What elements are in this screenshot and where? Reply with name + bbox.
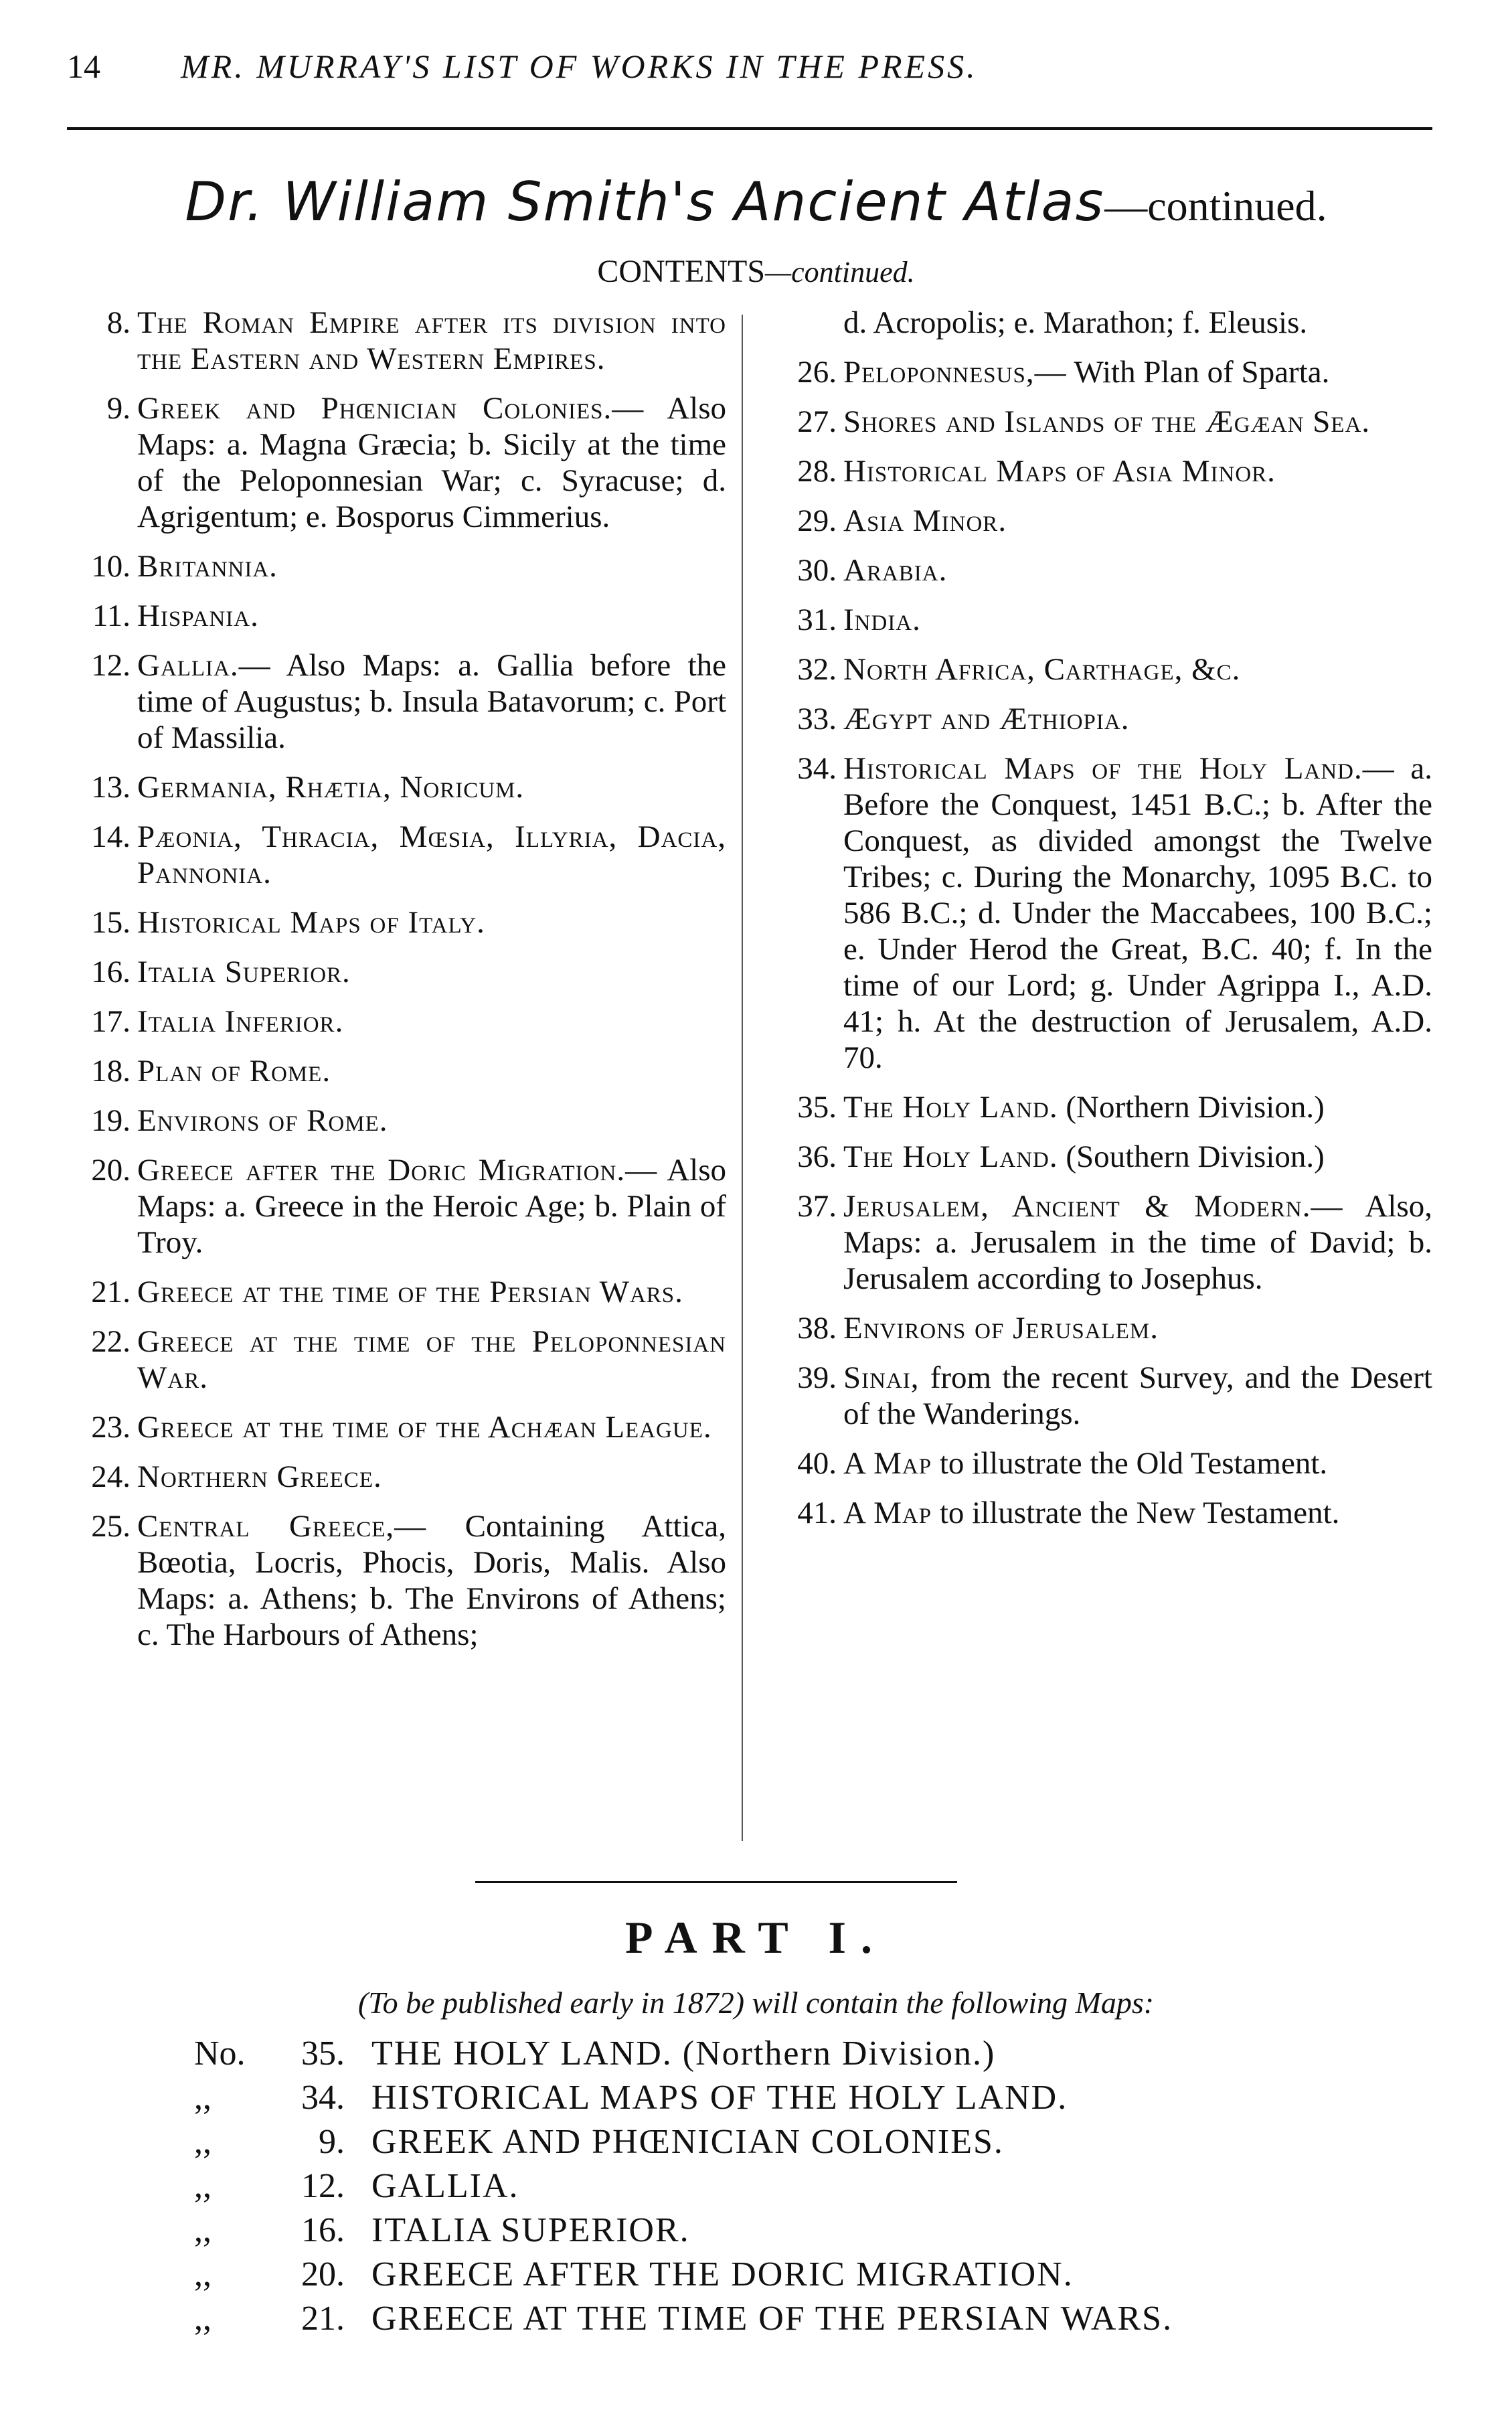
contents-entry <box>773 602 1432 638</box>
map-list-item <box>194 2120 1173 2164</box>
entry-number: 30. <box>797 553 837 588</box>
map-ditto-mark: No. <box>194 2034 246 2073</box>
contents-entry <box>67 904 726 941</box>
entry-body <box>843 602 1432 638</box>
map-ditto-mark: ,, <box>194 2123 212 2161</box>
contents-entry <box>773 1089 1432 1125</box>
entry-number: 25. <box>91 1509 131 1544</box>
contents-entry <box>67 1323 726 1396</box>
contents-entry <box>773 651 1432 688</box>
entry-number: 12. <box>91 648 131 683</box>
entry-number: 29. <box>797 503 837 538</box>
contents-entry <box>67 954 726 990</box>
entry-heading: The Holy Land. <box>843 1139 1058 1174</box>
entry-number: 14. <box>91 819 131 854</box>
contents-left-column <box>67 305 726 1666</box>
entry-heading: Ægypt and Æthiopia. <box>843 702 1130 736</box>
entry-description: Also Maps: a. Magna Græcia; b. Sicily at the time of the Peloponnesian War; c. Syracuse; d. Agrigentum; e. Bosporus Cimmerius. <box>137 391 726 534</box>
entry-body <box>137 819 726 891</box>
entry-body <box>843 750 1432 1076</box>
entry-description: With Plan of Sparta. <box>1074 355 1330 390</box>
contents-entry <box>67 1152 726 1261</box>
entry-body <box>137 305 726 377</box>
entry-body <box>137 390 726 535</box>
entry-heading: Asia Minor. <box>843 503 1007 538</box>
entry-body <box>843 1360 1432 1432</box>
entry-heading: Central Greece,— <box>137 1509 427 1544</box>
contents-entry <box>67 1459 726 1495</box>
entry-number: 9. <box>106 391 131 426</box>
entry-number: 21. <box>91 1275 131 1309</box>
entry-number: 16. <box>91 955 131 989</box>
entry-description: to illustrate the Old Testament. <box>939 1446 1328 1481</box>
map-number: 12. <box>301 2167 345 2205</box>
entry-body <box>137 647 726 756</box>
contents-entry <box>773 552 1432 588</box>
entry-number: 13. <box>91 770 131 805</box>
contents-entry <box>67 819 726 891</box>
map-number: 34. <box>301 2079 345 2117</box>
map-ditto-mark: ,, <box>194 2167 212 2205</box>
map-list-item <box>194 2032 1173 2076</box>
entry-heading: Plan of Rome. <box>137 1054 331 1089</box>
entry-body <box>137 954 726 990</box>
map-list-item <box>194 2208 1173 2253</box>
contents-entry <box>67 390 726 535</box>
entry-number: 32. <box>797 652 837 687</box>
map-ditto-mark: ,, <box>194 2211 212 2249</box>
map-number: 9. <box>319 2123 345 2161</box>
entry-heading: Greece at the time of the Achæan League. <box>137 1410 712 1445</box>
entry-heading: Italia Superior. <box>137 955 351 989</box>
entry-heading: A Map <box>843 1496 932 1530</box>
contents-heading <box>0 253 1512 290</box>
entry-body <box>843 1445 1432 1481</box>
contents-entry <box>773 1495 1432 1531</box>
entry-number: 31. <box>797 602 837 637</box>
contents-entry <box>773 503 1432 539</box>
entry-description: to illustrate the New Testament. <box>939 1496 1340 1530</box>
entry-body <box>843 1188 1432 1297</box>
entry-body <box>843 453 1432 489</box>
contents-entry <box>67 1003 726 1040</box>
entry-heading: Historical Maps of Italy. <box>137 905 485 940</box>
entry-number: 17. <box>91 1004 131 1039</box>
map-title: HISTORICAL MAPS OF THE HOLY LAND. <box>371 2079 1068 2117</box>
entry-number: 11. <box>92 598 131 633</box>
map-ditto-mark: ,, <box>194 2079 212 2117</box>
entry-heading: Northern Greece. <box>137 1459 382 1494</box>
contents-entry <box>773 1188 1432 1297</box>
map-ditto-mark: ,, <box>194 2255 212 2294</box>
entry-body <box>137 769 726 805</box>
continuation-text: d. Acropolis; e. Marathon; f. Eleusis. <box>843 305 1308 340</box>
contents-label: CONTENTS <box>597 254 766 289</box>
running-title: MR. MURRAY'S LIST OF WORKS IN THE PRESS. <box>181 48 978 85</box>
entry-description: (Northern Division.) <box>1066 1090 1325 1125</box>
running-header <box>67 47 1432 86</box>
contents-entry <box>773 1360 1432 1432</box>
page-number: 14 <box>67 48 100 85</box>
contents-entry <box>67 647 726 756</box>
map-title: GREEK AND PHŒNICIAN COLONIES. <box>371 2123 1004 2161</box>
entry-heading: Greece after the Doric Migration.— <box>137 1153 658 1188</box>
part-title: PART I. <box>625 1912 887 1963</box>
entry-body <box>137 1274 726 1310</box>
entry-number: 37. <box>797 1189 837 1224</box>
entry-description: Also Maps: a. Gallia before the time of Augustus; b. Insula Batavorum; c. Port of Massilia. <box>137 648 726 755</box>
entry-body <box>843 1495 1432 1531</box>
map-number: 20. <box>301 2255 345 2294</box>
entry-body <box>843 503 1432 539</box>
entry-description: from the recent Survey, and the Desert of the Wanderings. <box>843 1360 1432 1431</box>
entry-body <box>137 1103 726 1139</box>
entry-heading: Gallia.— <box>137 648 271 683</box>
entry-body <box>843 1089 1432 1125</box>
entry-body <box>137 1508 726 1653</box>
entry-number: 33. <box>797 702 837 736</box>
entry-description: a. Before the Conquest, 1451 B.C.; b. After the Conquest, as divided amongst the Twelve Tribes; c. During the Monarchy, 1095 B.C. to 586 B.C.; d. Under the Maccabees, 100 B.C.; e. Under Herod the Great, B.C. 40; f. In the time of our Lord; g. Under Agrippa I., A.D. 41; h. At the destruction of Jerusalem, A.D. 70. <box>843 751 1432 1075</box>
section-rule <box>475 1881 957 1883</box>
entry-body <box>137 1459 726 1495</box>
entry-number: 22. <box>91 1324 131 1359</box>
entry-heading: India. <box>843 602 921 637</box>
entry-body <box>843 1310 1432 1346</box>
contents-entry <box>773 701 1432 737</box>
part-map-list <box>194 2032 1173 2341</box>
entry-number: 27. <box>797 404 837 439</box>
map-number: 35. <box>301 2034 345 2073</box>
entry-body <box>843 404 1432 440</box>
entry-body <box>843 651 1432 688</box>
entry-heading: Germania, Rhætia, Noricum. <box>137 770 525 805</box>
entry-description: (Southern Division.) <box>1066 1139 1325 1174</box>
contents-entry <box>773 404 1432 440</box>
entry-number: 40. <box>797 1446 837 1481</box>
entry-heading: Italia Inferior. <box>137 1004 344 1039</box>
contents-entry <box>67 1508 726 1653</box>
entry-heading: A Map <box>843 1446 932 1481</box>
contents-entry <box>67 305 726 377</box>
entry-heading: Historical Maps of the Holy Land.— <box>843 751 1395 786</box>
contents-entry <box>773 354 1432 390</box>
entry-body <box>137 1409 726 1445</box>
entry-heading: Jerusalem, Ancient & Modern.— <box>843 1189 1343 1224</box>
contents-entry <box>773 453 1432 489</box>
contents-entry <box>67 548 726 584</box>
entry-heading: Greek and Phœnician Colonies.— <box>137 391 645 426</box>
entry-heading: Arabia. <box>843 553 948 588</box>
map-ditto-mark: ,, <box>194 2300 212 2338</box>
contents-right-column <box>773 305 1432 1544</box>
entry-number: 35. <box>797 1090 837 1125</box>
entry-description: Also, Maps: a. Jerusalem in the time of David; b. Jerusalem according to Josephus. <box>843 1189 1432 1296</box>
entry-body <box>137 1323 726 1396</box>
entry-number: 41. <box>797 1496 837 1530</box>
entry-number: 24. <box>91 1459 131 1494</box>
contents-entry <box>773 1310 1432 1346</box>
entry-heading: Britannia. <box>137 549 278 584</box>
entry-heading: North Africa, Carthage, &c. <box>843 652 1241 687</box>
entry-number: 26. <box>797 355 837 390</box>
map-list-item <box>194 2297 1173 2341</box>
entry-number: 20. <box>91 1153 131 1188</box>
map-title: THE HOLY LAND. (Northern Division.) <box>371 2034 996 2073</box>
contents-entry <box>67 1103 726 1139</box>
map-title: ITALIA SUPERIOR. <box>371 2211 690 2249</box>
entry-body <box>843 701 1432 737</box>
column-divider <box>742 315 743 1841</box>
entry-body <box>137 548 726 584</box>
map-list-item <box>194 2076 1173 2120</box>
entry-description: Containing Attica, Bœotia, Locris, Phocis, Doris, Malis. Also Maps: a. Athens; b. The Environs of Athens; c. The Harbours of Athens; <box>137 1509 726 1652</box>
entry-heading: Environs of Rome. <box>137 1103 388 1138</box>
entry-heading: Greece at the time of the Peloponnesian War. <box>137 1324 726 1395</box>
entry-body <box>137 1152 726 1261</box>
part-subtitle: (To be published early in 1872) will contain the following Maps: <box>357 1986 1155 2020</box>
contents-entry <box>67 1274 726 1310</box>
entry-body <box>137 598 726 634</box>
entry-description: Also Maps: a. Greece in the Heroic Age; b. Plain of Troy. <box>137 1153 726 1260</box>
entry-number: 10. <box>91 549 131 584</box>
entry-body <box>843 552 1432 588</box>
entry-number: 39. <box>797 1360 837 1395</box>
entry-heading: Shores and Islands of the Ægæan Sea. <box>843 404 1371 439</box>
contents-entry <box>773 1445 1432 1481</box>
entry-heading: Greece at the time of the Persian Wars. <box>137 1275 683 1309</box>
entry-heading: Peloponnesus,— <box>843 355 1067 390</box>
atlas-title-main: Dr. William Smith's Ancient Atlas <box>185 171 1105 233</box>
entry-body <box>137 904 726 941</box>
entry-heading: Environs of Jerusalem. <box>843 1311 1159 1346</box>
entry-heading: Pæonia, Thracia, Mœsia, Illyria, Dacia, Pannonia. <box>137 819 726 890</box>
entry-number: 23. <box>91 1410 131 1445</box>
entry-heading: Hispania. <box>137 598 259 633</box>
contents-entry <box>773 1139 1432 1175</box>
contents-suffix: —continued. <box>765 256 915 289</box>
entry-heading: Sinai, <box>843 1360 920 1395</box>
entry-body <box>843 1139 1432 1175</box>
contents-entry <box>67 1409 726 1445</box>
map-title: GALLIA. <box>371 2167 519 2205</box>
entry-number: 19. <box>91 1103 131 1138</box>
map-title: GREECE AT THE TIME OF THE PERSIAN WARS. <box>371 2300 1173 2338</box>
right-entries <box>773 354 1432 1531</box>
entry-heading: The Holy Land. <box>843 1090 1058 1125</box>
entry-body <box>137 1003 726 1040</box>
entry-body <box>137 1053 726 1089</box>
contents-entry <box>67 598 726 634</box>
map-number: 21. <box>301 2300 345 2338</box>
contents-entry <box>773 750 1432 1076</box>
contents-entry <box>67 769 726 805</box>
entry-body <box>843 354 1432 390</box>
atlas-title-suffix: —continued. <box>1104 182 1327 230</box>
entry-number: 34. <box>797 751 837 786</box>
atlas-title <box>0 171 1512 234</box>
entry-number: 28. <box>797 454 837 489</box>
header-rule <box>67 127 1432 130</box>
entry-number: 38. <box>797 1311 837 1346</box>
entry-heading: The Roman Empire after its division into the Eastern and Western Empires. <box>137 305 726 376</box>
map-title: GREECE AFTER THE DORIC MIGRATION. <box>371 2255 1074 2294</box>
entry-number: 18. <box>91 1054 131 1089</box>
map-list-item <box>194 2253 1173 2297</box>
entry-number: 36. <box>797 1139 837 1174</box>
entry-number: 15. <box>91 905 131 940</box>
entry-heading: Historical Maps of Asia Minor. <box>843 454 1276 489</box>
map-number: 16. <box>301 2211 345 2249</box>
contents-entry <box>67 1053 726 1089</box>
map-list-item <box>194 2164 1173 2208</box>
entry-number: 8. <box>106 305 131 340</box>
